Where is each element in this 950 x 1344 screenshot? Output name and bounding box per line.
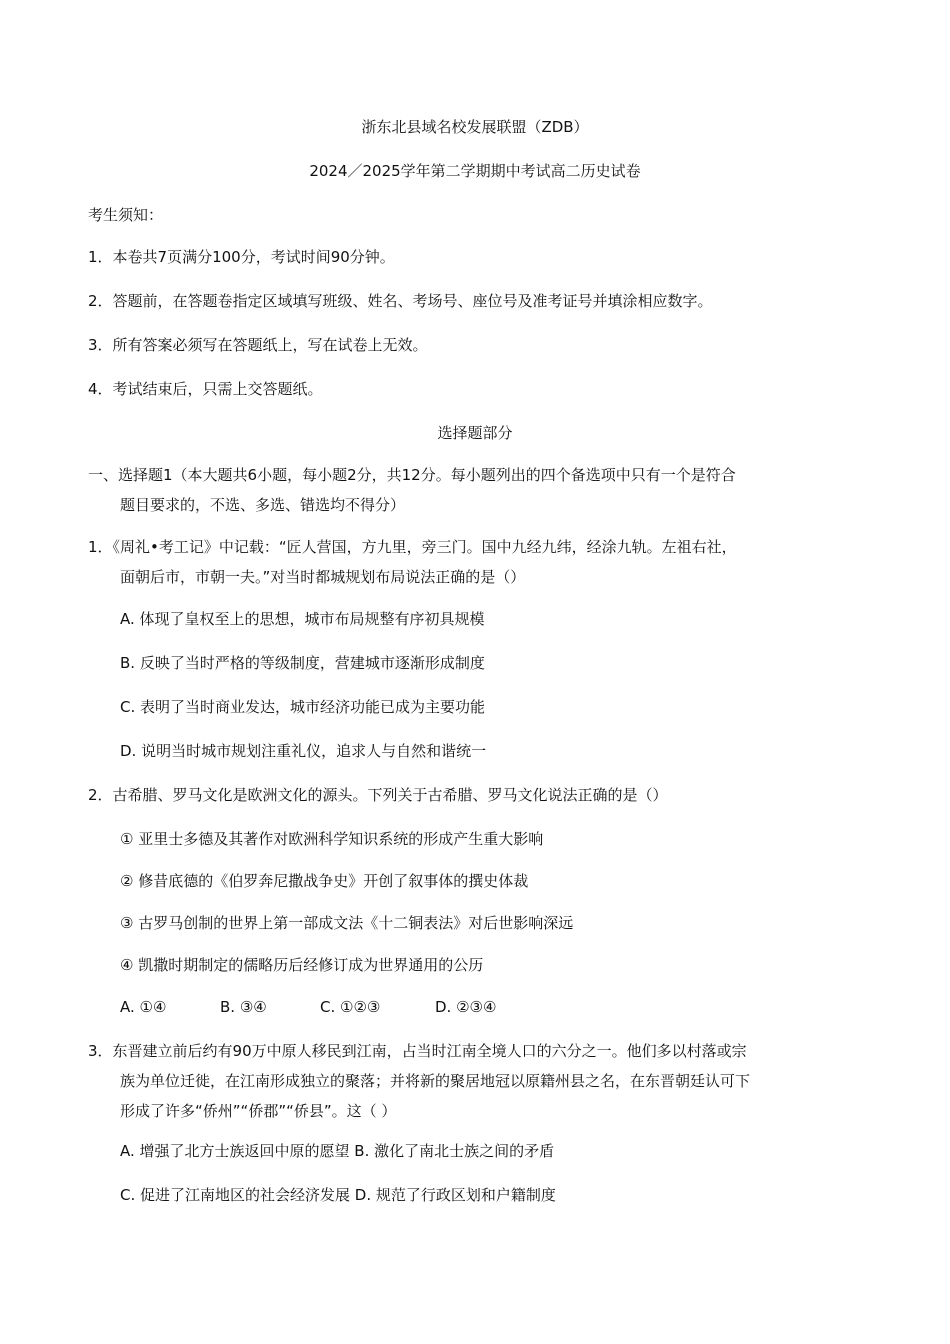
question-2-option-a: A. ①④ [120, 998, 167, 1016]
notice-item: 1．本卷共7页满分100分，考试时间90分钟。 [88, 248, 395, 266]
question-2-statement: ① 亚里士多德及其著作对欧洲科学知识系统的形成产生重大影响 [120, 830, 544, 848]
section-title: 选择题部分 [437, 424, 513, 442]
question-3-options-row: A. 增强了北方士族返回中原的愿望 B. 激化了南北士族之间的矛盾 [120, 1142, 555, 1160]
question-2-stem: 2．古希腊、罗马文化是欧洲文化的源头。下列关于古希腊、罗马文化说法正确的是（） [88, 786, 668, 804]
question-2-option-b: B. ③④ [220, 998, 267, 1016]
notice-item: 3．所有答案必须写在答题纸上，写在试卷上无效。 [88, 336, 428, 354]
notice-item: 2．答题前，在答题卷指定区域填写班级、姓名、考场号、座位号及准考证号并填涂相应数字。 [88, 292, 713, 310]
question-2-option-d: D. ②③④ [435, 998, 497, 1016]
question-3-options-row: C. 促进了江南地区的社会经济发展 D. 规范了行政区划和户籍制度 [120, 1186, 556, 1204]
question-1-option-b: B. 反映了当时严格的等级制度，营建城市逐渐形成制度 [120, 654, 485, 672]
question-2-statement: ② 修昔底德的《伯罗奔尼撒战争史》开创了叙事体的撰史体裁 [120, 872, 529, 890]
question-2-statement: ④ 凯撒时期制定的儒略历后经修订成为世界通用的公历 [120, 956, 484, 974]
exam-title: 2024／2025学年第二学期期中考试高二历史试卷 [309, 162, 641, 180]
question-3-stem-cont: 族为单位迁徙，在江南形成独立的聚落；并将新的聚居地冠以原籍州县之名，在东晋朝廷认可下 [120, 1072, 751, 1090]
notice-item: 4．考试结束后，只需上交答题纸。 [88, 380, 323, 398]
question-3-stem: 3．东晋建立前后约有90万中原人移民到江南，占当时江南全境人口的六分之一。他们多以村落或宗 [88, 1042, 747, 1060]
question-2-option-c: C. ①②③ [320, 998, 381, 1016]
question-1-option-c: C. 表明了当时商业发达，城市经济功能已成为主要功能 [120, 698, 486, 716]
question-2-statement: ③ 古罗马创制的世界上第一部成文法《十二铜表法》对后世影响深远 [120, 914, 574, 932]
notice-heading: 考生须知： [88, 206, 164, 224]
question-2-options [120, 996, 496, 1018]
org-title: 浙东北县域名校发展联盟（ZDB） [361, 118, 589, 136]
question-3-stem-cont: 形成了许多“侨州”“侨郡”“侨县”。这（ ） [120, 1102, 397, 1120]
question-1-stem: 1．《周礼•考工记》中记载：“匠人营国，方九里，旁三门。国中九经九纬，经涂九轨。左祖右社， [88, 538, 737, 556]
question-1-option-a: A. 体现了皇权至上的思想，城市布局规整有序初具规模 [120, 610, 485, 628]
question-1-option-d: D. 说明当时城市规划注重礼仪，追求人与自然和谐统一 [120, 742, 487, 760]
section-instruction: 一、选择题1（本大题共6小题，每小题2分，共12分。每小题列出的四个备选项中只有一个是符合 [88, 466, 736, 484]
section-instruction-cont: 题目要求的，不选、多选、错选均不得分） [120, 496, 406, 514]
question-1-stem-cont: 面朝后市，市朝一夫。”对当时都城规划布局说法正确的是（） [120, 568, 526, 586]
